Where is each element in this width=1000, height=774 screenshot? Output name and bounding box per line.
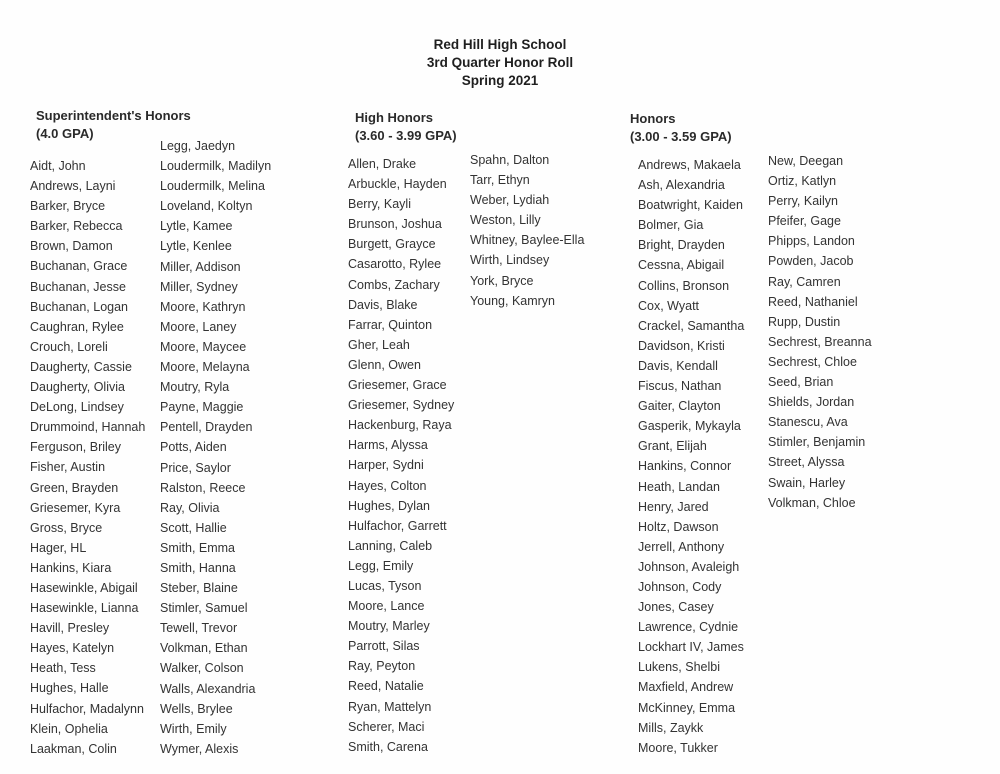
student-name: Hasewinkle, Abigail — [30, 580, 138, 595]
student-name: Perry, Kailyn — [768, 194, 838, 209]
student-name: Drummoind, Hannah — [30, 420, 146, 435]
student-name: Caughran, Rylee — [30, 319, 124, 334]
student-name: Moore, Melayna — [160, 360, 250, 375]
student-name: Volkman, Chloe — [768, 495, 856, 510]
student-name: Price, Saylor — [160, 460, 231, 475]
student-name: Holtz, Dawson — [638, 519, 719, 534]
student-name: New, Deegan — [768, 154, 844, 168]
high-honors-gpa: (3.60 - 3.99 GPA) — [355, 128, 457, 143]
student-name: Moutry, Ryla — [160, 380, 230, 395]
student-name: Davis, Kendall — [638, 358, 718, 373]
student-name: Street, Alyssa — [768, 455, 845, 470]
superintendent-gpa: (4.0 GPA) — [36, 126, 94, 141]
student-name: Smith, Carena — [348, 739, 428, 754]
student-name: Pentell, Drayden — [160, 420, 253, 435]
high-honors-list-col2 — [470, 150, 584, 311]
student-name: Heath, Tess — [30, 661, 96, 676]
student-name: Buchanan, Grace — [30, 259, 128, 274]
student-name: Scherer, Maci — [348, 719, 425, 734]
student-name: Swain, Harley — [768, 475, 846, 490]
student-name: Ralston, Reece — [160, 480, 246, 495]
student-name: Glenn, Owen — [348, 357, 421, 372]
student-name: Hulfachor, Madalynn — [30, 701, 144, 716]
student-name: Wymer, Alexis — [160, 741, 239, 756]
student-name: Fisher, Austin — [30, 460, 106, 475]
high-honors-list-col1 — [348, 154, 454, 757]
student-name: Moore, Tukker — [638, 740, 718, 755]
student-name: Moutry, Marley — [348, 619, 430, 634]
student-name: Legg, Emily — [348, 558, 414, 573]
student-name: Loveland, Koltyn — [160, 199, 253, 214]
student-name: Steber, Blaine — [160, 581, 238, 596]
student-name: Havill, Presley — [30, 621, 110, 636]
student-name: Stanescu, Ava — [768, 415, 848, 430]
high-honors-title: High Honors — [355, 110, 433, 125]
student-name: Lytle, Kamee — [160, 219, 233, 234]
student-name: Aidt, John — [30, 159, 86, 173]
student-name: Daugherty, Olivia — [30, 380, 125, 395]
student-name: Ryan, Mattelyn — [348, 699, 432, 714]
student-name: Hasewinkle, Lianna — [30, 601, 139, 616]
student-name: Hulfachor, Garrett — [348, 518, 447, 533]
student-name: Parrott, Silas — [348, 639, 420, 654]
student-name: Cessna, Abigail — [638, 258, 725, 273]
student-name: Hayes, Katelyn — [30, 641, 115, 656]
student-name: Walls, Alexandria — [160, 681, 256, 696]
student-name: Ortiz, Katlyn — [768, 174, 837, 189]
student-name: Stimler, Samuel — [160, 601, 248, 616]
student-name: Lukens, Shelbi — [638, 660, 721, 675]
student-name: Andrews, Layni — [30, 179, 116, 194]
student-name: Burgett, Grayce — [348, 237, 436, 252]
student-name: Walker, Colson — [160, 661, 244, 676]
document-title: 3rd Quarter Honor Roll — [426, 55, 574, 70]
superintendent-title: Superintendent's Honors — [36, 108, 191, 123]
school-name: Red Hill High School — [433, 37, 567, 52]
student-name: Fiscus, Nathan — [638, 379, 722, 394]
student-name: Miller, Addison — [160, 259, 241, 274]
student-name: Farrar, Quinton — [348, 317, 433, 332]
student-name: Griesemer, Sydney — [348, 398, 455, 413]
superintendent-list-col1 — [30, 156, 145, 759]
student-name: Heath, Landan — [638, 479, 721, 494]
student-name: Collins, Bronson — [638, 278, 730, 293]
student-name: Ray, Olivia — [160, 500, 220, 515]
student-name: Buchanan, Logan — [30, 299, 129, 314]
student-name: Buchanan, Jesse — [30, 279, 126, 294]
student-name: Allen, Drake — [348, 157, 417, 171]
student-name: Mills, Zaykk — [638, 720, 704, 735]
student-name: Loudermilk, Melina — [160, 179, 265, 194]
student-name: DeLong, Lindsey — [30, 400, 124, 415]
student-name: Pfeifer, Gage — [768, 214, 841, 229]
student-name: Ash, Alexandria — [638, 178, 725, 193]
student-name: Reed, Natalie — [348, 679, 424, 694]
student-name: Casarotto, Rylee — [348, 257, 442, 272]
student-name: Miller, Sydney — [160, 279, 238, 294]
student-name: Phipps, Landon — [768, 234, 855, 249]
student-name: Weston, Lilly — [470, 213, 541, 228]
student-name: Seed, Brian — [768, 375, 834, 390]
term-label: Spring 2021 — [461, 73, 539, 88]
student-name: Reed, Nathaniel — [768, 294, 858, 309]
student-name: Sechrest, Chloe — [768, 354, 857, 369]
student-name: Gasperik, Mykayla — [638, 419, 741, 434]
student-name: Ray, Peyton — [348, 659, 416, 674]
student-name: Lytle, Kenlee — [160, 239, 232, 254]
student-name: Harms, Alyssa — [348, 438, 428, 453]
student-name: Brunson, Joshua — [348, 217, 442, 232]
student-name: Moore, Laney — [160, 319, 237, 334]
student-name: Hager, HL — [30, 540, 87, 555]
student-name: Griesemer, Grace — [348, 378, 447, 393]
student-name: Tarr, Ethyn — [470, 173, 530, 188]
student-name: Weber, Lydiah — [470, 193, 550, 208]
student-name: Cox, Wyatt — [638, 298, 700, 313]
student-name: Wirth, Lindsey — [470, 253, 550, 268]
student-name: Laakman, Colin — [30, 741, 117, 756]
student-name: Ferguson, Briley — [30, 440, 122, 455]
student-name: Combs, Zachary — [348, 277, 440, 292]
student-name: Hayes, Colton — [348, 478, 427, 493]
student-name: Daugherty, Cassie — [30, 359, 132, 374]
student-name: Scott, Hallie — [160, 520, 227, 535]
honors-section-heading — [630, 110, 732, 146]
student-name: Bolmer, Gia — [638, 218, 704, 233]
student-name: Potts, Aiden — [160, 440, 227, 455]
honors-list-col2 — [768, 151, 872, 513]
student-name: Grant, Elijah — [638, 439, 707, 454]
student-name: Brown, Damon — [30, 239, 113, 254]
student-name: Lawrence, Cydnie — [638, 620, 739, 635]
honors-gpa: (3.00 - 3.59 GPA) — [630, 129, 732, 144]
student-name: Rupp, Dustin — [768, 314, 841, 329]
student-name: Barker, Bryce — [30, 199, 106, 214]
student-name: Sechrest, Breanna — [768, 334, 872, 349]
student-name: Crouch, Loreli — [30, 339, 108, 354]
student-name: Klein, Ophelia — [30, 721, 108, 736]
student-name: Lockhart IV, James — [638, 640, 744, 655]
student-name: Boatwright, Kaiden — [638, 198, 743, 213]
student-name: Spahn, Dalton — [470, 153, 550, 167]
high-honors-section-heading — [355, 109, 457, 145]
student-name: Moore, Lance — [348, 599, 425, 614]
student-name: Arbuckle, Hayden — [348, 177, 447, 192]
student-name: Jones, Casey — [638, 600, 714, 615]
student-name: Berry, Kayli — [348, 197, 411, 212]
student-name: Green, Brayden — [30, 480, 119, 495]
student-name: Tewell, Trevor — [160, 621, 238, 636]
student-name: Hankins, Kiara — [30, 560, 112, 575]
student-name: Andrews, Makaela — [638, 158, 741, 172]
student-name: Griesemer, Kyra — [30, 500, 121, 515]
student-name: Gher, Leah — [348, 337, 410, 352]
student-name: Young, Kamryn — [470, 293, 556, 308]
student-name: Gross, Bryce — [30, 520, 103, 535]
student-name: Wirth, Emily — [160, 721, 227, 736]
student-name: Loudermilk, Madilyn — [160, 159, 272, 174]
student-name: Henry, Jared — [638, 499, 709, 514]
document-header — [0, 36, 1000, 90]
student-name: Bright, Drayden — [638, 238, 725, 253]
student-name: Wells, Brylee — [160, 701, 233, 716]
student-name: Ray, Camren — [768, 274, 841, 289]
student-name: Volkman, Ethan — [160, 641, 248, 656]
student-name: Lanning, Caleb — [348, 538, 433, 553]
student-name: Payne, Maggie — [160, 400, 244, 415]
student-name: Johnson, Avaleigh — [638, 559, 740, 574]
student-name: Davis, Blake — [348, 297, 418, 312]
student-name: Shields, Jordan — [768, 395, 855, 410]
student-name: Davidson, Kristi — [638, 338, 725, 353]
student-name: Hughes, Halle — [30, 681, 109, 696]
student-name: Maxfield, Andrew — [638, 680, 734, 695]
student-name: Legg, Jaedyn — [160, 139, 236, 153]
student-name: Smith, Emma — [160, 540, 236, 555]
student-name: York, Bryce — [470, 273, 534, 288]
student-name: Hackenburg, Raya — [348, 418, 452, 433]
student-name: Barker, Rebecca — [30, 219, 123, 234]
superintendent-list-col2 — [160, 136, 271, 759]
student-name: Whitney, Baylee-Ella — [470, 233, 585, 248]
student-name: Hughes, Dylan — [348, 498, 430, 513]
student-name: Powden, Jacob — [768, 254, 854, 269]
honors-list-col1 — [638, 155, 744, 758]
student-name: Crackel, Samantha — [638, 318, 745, 333]
student-name: Gaiter, Clayton — [638, 399, 721, 414]
honors-title: Honors — [630, 111, 676, 126]
student-name: Harper, Sydni — [348, 458, 424, 473]
student-name: Moore, Maycee — [160, 339, 247, 354]
student-name: McKinney, Emma — [638, 700, 736, 715]
student-name: Johnson, Cody — [638, 579, 722, 594]
student-name: Moore, Kathryn — [160, 299, 246, 314]
student-name: Jerrell, Anthony — [638, 539, 725, 554]
student-name: Smith, Hanna — [160, 560, 236, 575]
student-name: Stimler, Benjamin — [768, 435, 866, 450]
student-name: Lucas, Tyson — [348, 578, 422, 593]
student-name: Hankins, Connor — [638, 459, 732, 474]
